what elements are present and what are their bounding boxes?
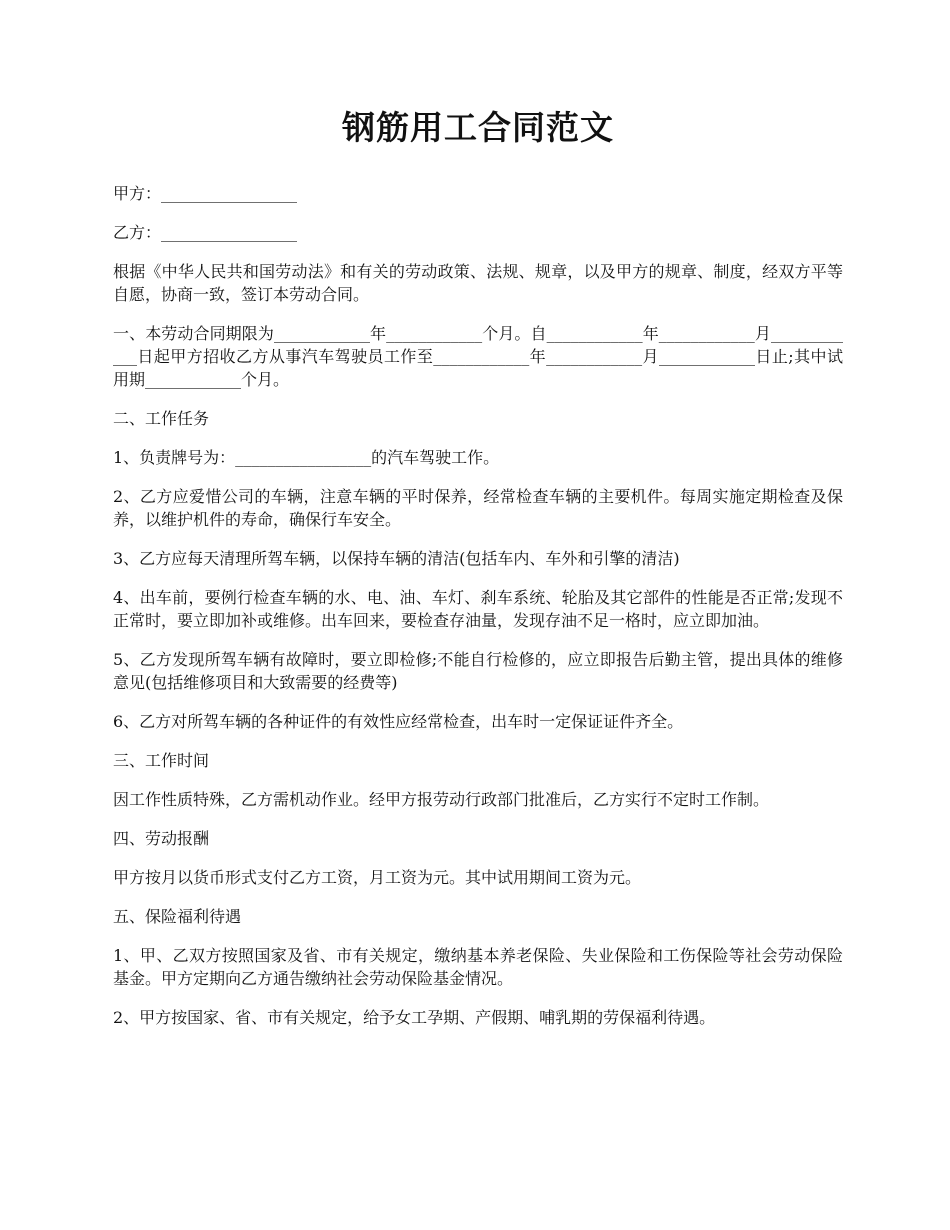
document-page [113, 108, 843, 1045]
task-item-5: 5、乙方发现所驾车辆有故障时，要立即检修;不能自行检修的，应立即报告后勤主管，提出具体的维修意见(包括维修项目和大致需要的经费等) [113, 649, 843, 692]
party-a-line: 甲方：_________________ [113, 183, 298, 203]
contract-term-paragraph: 一、本劳动合同期限为____________年____________个月。自____________年____________月____________日起甲方招收乙方从事汽车驾驶员工作至____________年____________月____________日止;其中试用期____________个月。 [113, 323, 843, 389]
task-item-6: 6、乙方对所驾车辆的各种证件的有效性应经常检查，出车时一定保证证件齐全。 [113, 711, 684, 731]
section-heading-pay: 四、劳动报酬 [113, 828, 210, 848]
pay-paragraph: 甲方按月以货币形式支付乙方工资，月工资为元。其中试用期间工资为元。 [113, 867, 642, 887]
section-heading-benefits: 五、保险福利待遇 [113, 906, 242, 926]
task-item-1: 1、负责牌号为：_________________的汽车驾驶工作。 [113, 447, 500, 467]
task-item-3: 3、乙方应每天清理所驾车辆，以保持车辆的清洁(包括车内、车外和引擎的清洁) [113, 548, 680, 568]
benefits-item-2: 2、甲方按国家、省、市有关规定，给予女工孕期、产假期、哺乳期的劳保福利待遇。 [113, 1007, 716, 1027]
party-b-line: 乙方：_________________ [113, 222, 298, 242]
hours-paragraph: 因工作性质特殊，乙方需机动作业。经甲方报劳动行政部门批准后，乙方实行不定时工作制。 [113, 789, 770, 809]
section-heading-hours: 三、工作时间 [113, 750, 210, 770]
section-heading-tasks: 二、工作任务 [113, 408, 210, 428]
preamble-paragraph: 根据《中华人民共和国劳动法》和有关的劳动政策、法规、规章，以及甲方的规章、制度，经双方平等自愿，协商一致，签订本劳动合同。 [113, 261, 843, 304]
benefits-item-1: 1、甲、乙双方按照国家及省、市有关规定，缴纳基本养老保险、失业保险和工伤保险等社会劳动保险基金。甲方定期向乙方通告缴纳社会劳动保险基金情况。 [113, 945, 843, 988]
task-item-4: 4、出车前，要例行检查车辆的水、电、油、车灯、刹车系统、轮胎及其它部件的性能是否正常;发现不正常时，要立即加补或维修。出车回来，要检查存油量，发现存油不足一格时，应立即加油。 [113, 587, 843, 630]
document-title: 钢筋用工合同范文 [342, 108, 614, 147]
task-item-2: 2、乙方应爱惜公司的车辆，注意车辆的平时保养，经常检查车辆的主要机件。每周实施定期检查及保养，以维护机件的寿命，确保行车安全。 [113, 486, 843, 529]
